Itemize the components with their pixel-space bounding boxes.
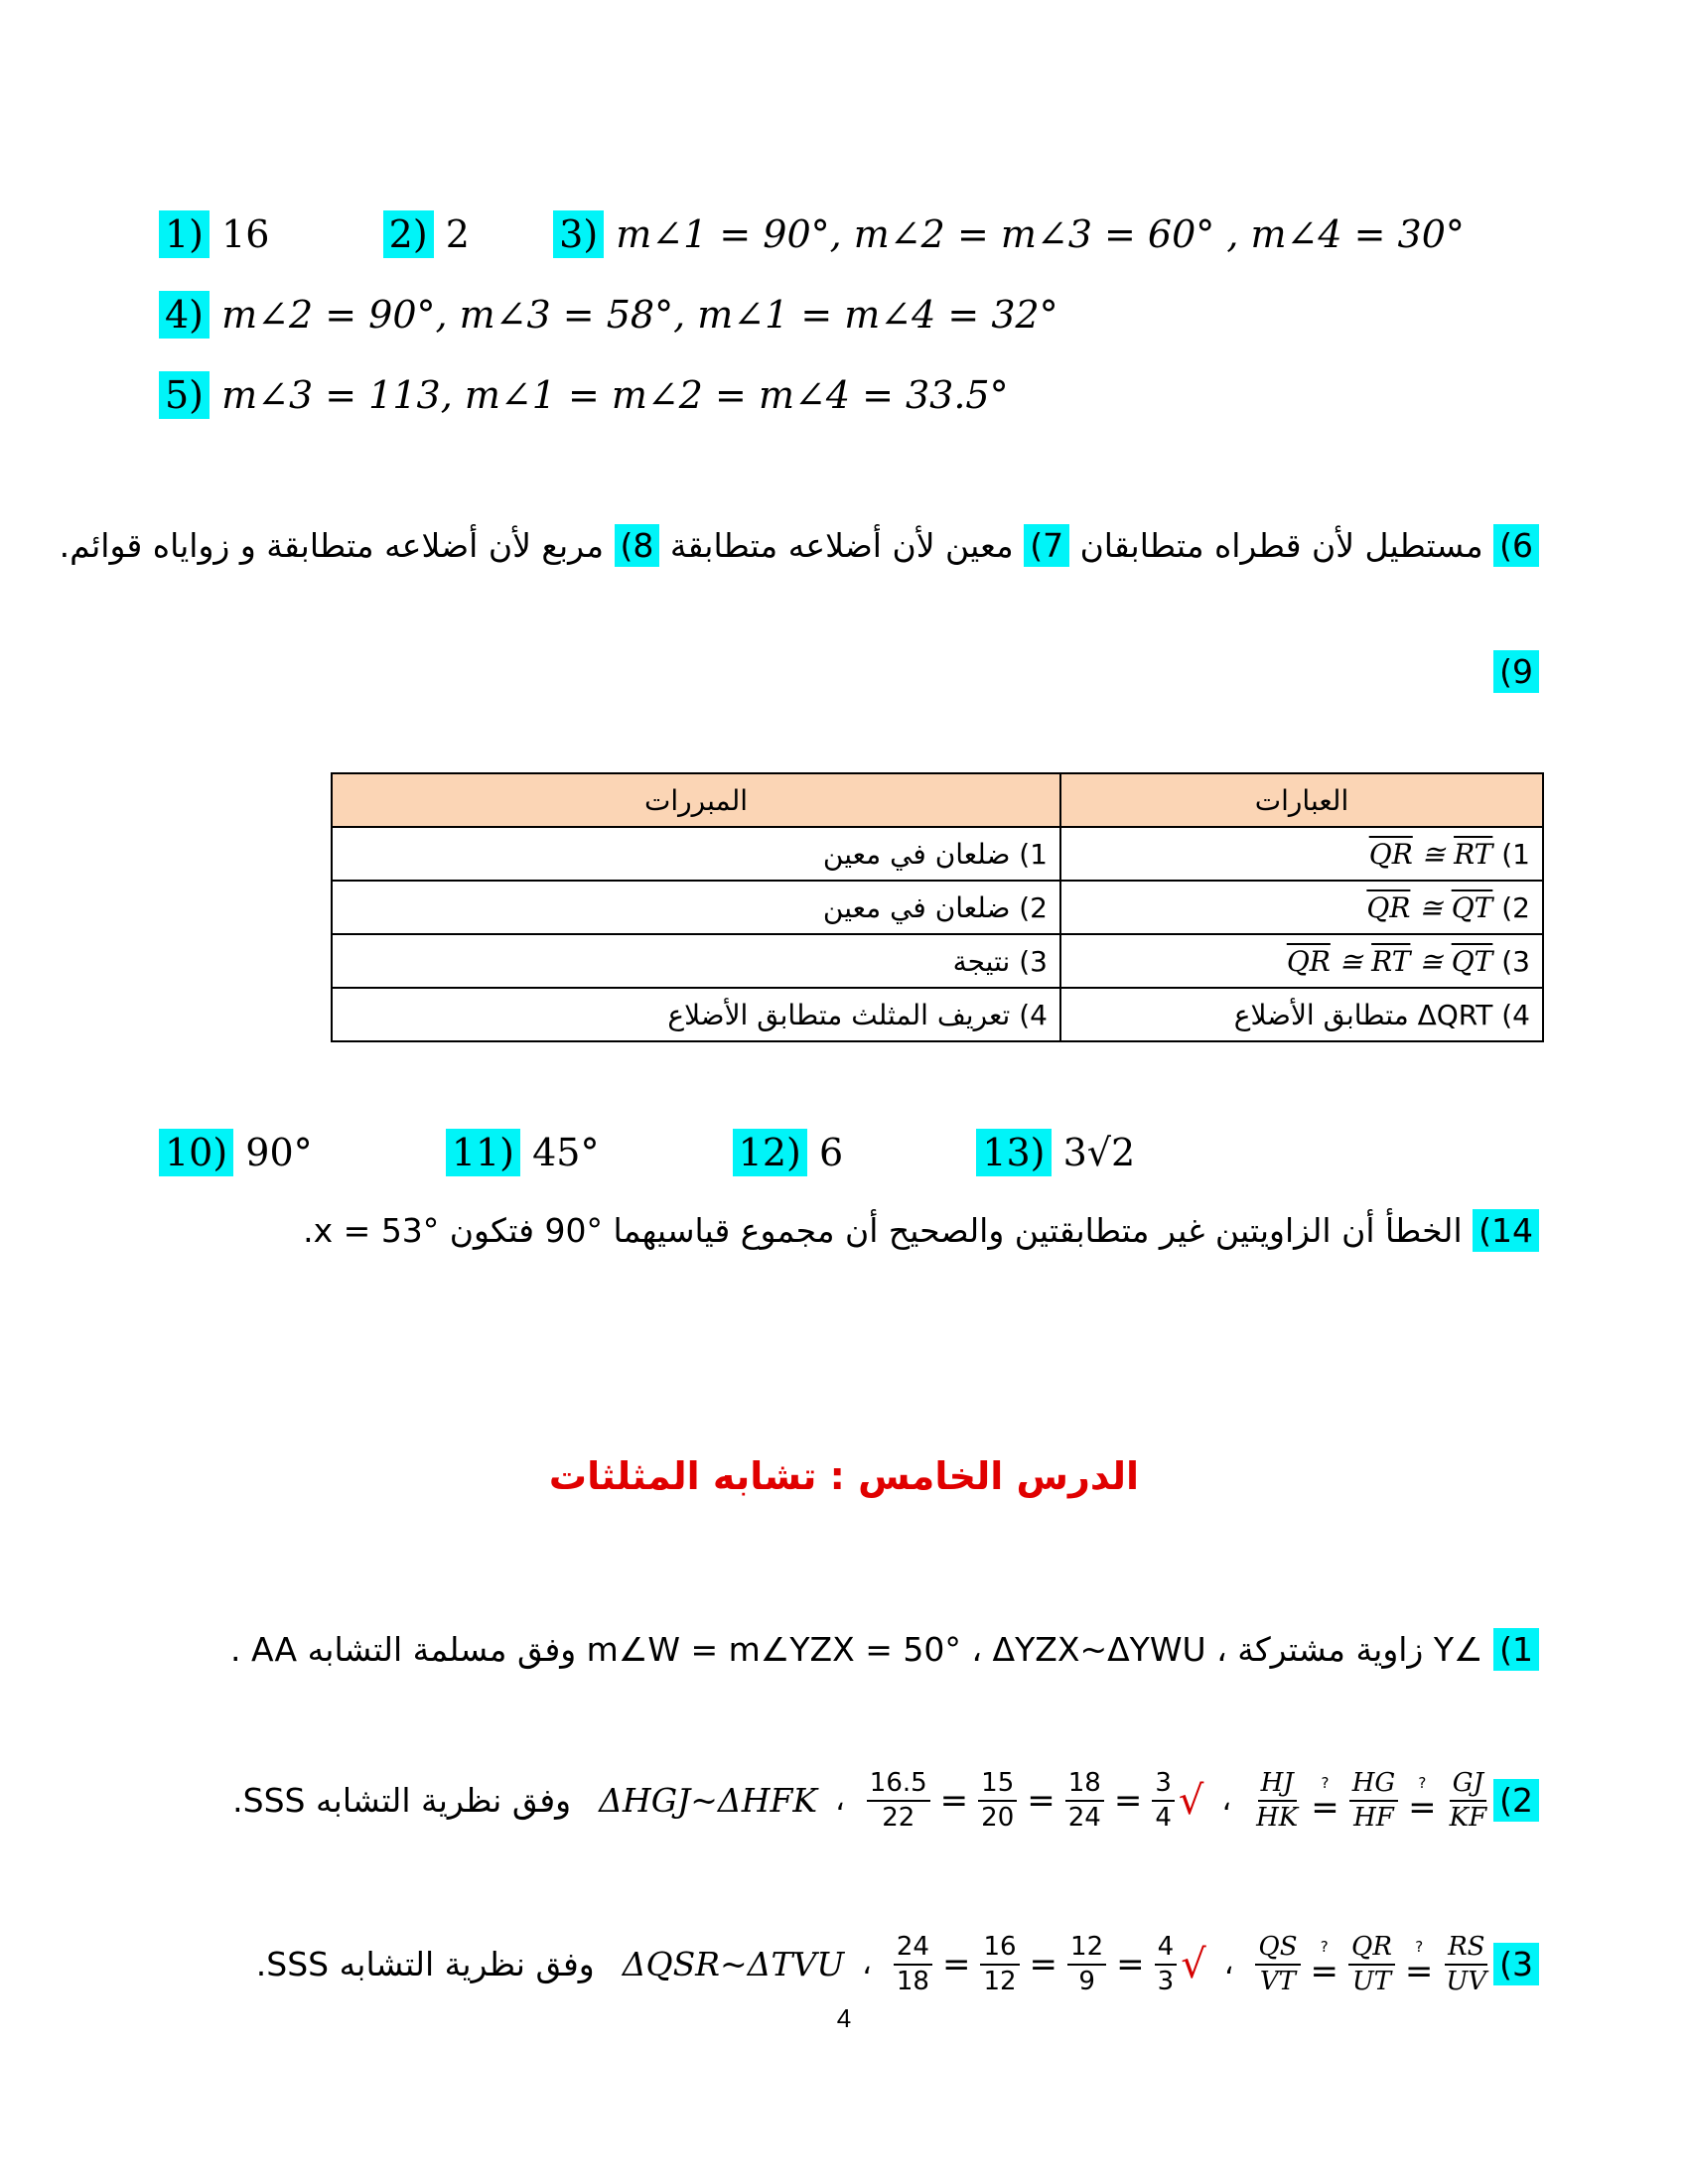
ratio-fraction: $\frac{RS}{UV}$ xyxy=(1446,1932,1487,1996)
answer-number: 8) xyxy=(615,524,660,567)
ratio-fraction: $\frac{HJ}{HK}$ xyxy=(1256,1768,1299,1833)
answer-text: مستطيل لأن قطراه متطابقان xyxy=(1079,526,1483,565)
table-header-row xyxy=(332,773,1543,827)
theorem-text: وفق نظرية التشابه SSS. xyxy=(255,1945,595,1983)
answer-value: 90° xyxy=(245,1131,313,1174)
answer-number: 12) xyxy=(733,1129,807,1176)
congruent-symbol: ≅ xyxy=(1419,890,1443,924)
answer-number: 4) xyxy=(159,291,210,339)
segment: $\overline{RT}$ xyxy=(1454,837,1493,871)
answers-row-5 xyxy=(159,371,1009,419)
similarity-statement: ΔHGJ~ΔHFK xyxy=(599,1781,818,1820)
answer-value: 45° xyxy=(532,1131,600,1174)
congruent-symbol: ≅ xyxy=(1338,944,1363,978)
answer-value: 2 xyxy=(445,212,470,256)
answer-number: 6) xyxy=(1493,524,1539,567)
theorem-text: وفق نظرية التشابه SSS. xyxy=(232,1781,572,1820)
answer-number: 11) xyxy=(446,1129,520,1176)
questioned-equal: ? = xyxy=(1408,1774,1437,1828)
congruent-symbol: ≅ xyxy=(1419,944,1443,978)
value-fraction: $\frac{24}{18}$ xyxy=(894,1931,932,1997)
ratio-fraction: $\frac{QS}{VT}$ xyxy=(1255,1931,1300,1997)
value-fraction: $\frac{16}{12}$ xyxy=(980,1931,1019,1997)
value-fraction: $\frac{18}{24}$ xyxy=(1065,1767,1104,1834)
lesson5-answer-1 xyxy=(230,1628,1539,1671)
answer-number: 14) xyxy=(1473,1209,1539,1252)
statement-math xyxy=(1287,945,1493,978)
congruent-symbol: ≅ xyxy=(1421,837,1446,871)
answer-number: 10) xyxy=(159,1129,233,1176)
answer-number: 3) xyxy=(1493,1943,1539,1985)
lesson5-answer-3: 3) $\frac{RS}{UV}$ ? = $\frac{QR}{UT}$ ? = $\frac{QS}{VT}$ ، √ $\frac{4}{3}$ = $\frac{12}{9}$ = $\frac{16}{12}$ = $\frac{24}{18}$ ، ΔQSR~ΔTVU وفق نظرية التشابه SSS. xyxy=(256,1931,1539,1997)
table-row xyxy=(332,881,1543,934)
statement-cell xyxy=(1060,881,1543,934)
table-row xyxy=(332,988,1543,1041)
statement-math xyxy=(1369,838,1493,871)
table-row xyxy=(332,827,1543,881)
separator: ، xyxy=(1223,1947,1234,1981)
answer-text: معين لأن أضلاعه متطابقة xyxy=(669,526,1014,565)
answer-text: ∠Y زاوية مشتركة ، m∠W = m∠YZX = 50° ، ΔYZX~ΔYWU وفق مسلمة التشابه AA . xyxy=(230,1630,1483,1669)
check-mark-icon: √ xyxy=(1178,1777,1204,1824)
statement-number: 2) xyxy=(1501,890,1530,924)
separator: ، xyxy=(835,1783,845,1818)
segment: $\overline{RT}$ xyxy=(1371,944,1411,978)
ratio-fraction: $\frac{HG}{HF}$ xyxy=(1349,1767,1398,1834)
answers-row-10-13 xyxy=(159,1129,1135,1176)
table-row xyxy=(332,934,1543,988)
statement-cell xyxy=(1060,934,1543,988)
value-fraction: $\frac{16.5}{22}$ xyxy=(867,1767,930,1834)
answers-row-9 xyxy=(1493,650,1539,693)
page-number: 4 xyxy=(836,2003,852,2033)
value-fraction: $\frac{3}{4}$ xyxy=(1152,1767,1175,1834)
answer-number: 5) xyxy=(159,371,210,419)
answer-value: 6 xyxy=(818,1131,844,1174)
header-reasons: المبررات xyxy=(332,773,1060,827)
questioned-equal: ? = xyxy=(1311,1774,1339,1828)
answer-number: 7) xyxy=(1024,524,1069,567)
ratio-fraction: $\frac{GJ}{KF}$ xyxy=(1449,1768,1487,1833)
answer-value: m∠3 = 113, m∠1 = m∠2 = m∠4 = 33.5° xyxy=(221,373,1009,417)
statement-text: ΔQRT متطابق الأضلاع xyxy=(1233,998,1493,1031)
value-fraction: $\frac{4}{3}$ xyxy=(1155,1931,1178,1997)
questioned-equal: ? = xyxy=(1310,1938,1339,1991)
check-mark-icon: √ xyxy=(1181,1941,1206,1987)
answers-row-14 xyxy=(303,1209,1539,1252)
answer-number: 1) xyxy=(159,210,210,258)
reason-cell: 4) تعريف المثلث متطابق الأضلاع xyxy=(332,988,1060,1041)
reason-cell: 2) ضلعان في معين xyxy=(332,881,1060,934)
reason-cell: 1) ضلعان في معين xyxy=(332,827,1060,881)
answer-number: 1) xyxy=(1493,1628,1539,1671)
answer-value: m∠1 = 90°, m∠2 = m∠3 = 60° , m∠4 = 30° xyxy=(616,212,1465,256)
answer-number: 9) xyxy=(1493,650,1539,693)
segment: $\overline{QT}$ xyxy=(1451,890,1493,924)
answer-text: الخطأ أن الزاويتين غير متطابقتين والصحيح أن مجموع قياسيهما °90 فتكون x = 53°. xyxy=(303,1211,1463,1250)
statement-number: 4) xyxy=(1501,998,1530,1031)
answer-value: 16 xyxy=(221,212,270,256)
statement-cell xyxy=(1060,988,1543,1041)
lesson5-answer-2: 2) $\frac{GJ}{KF}$ ? = $\frac{HG}{HF}$ ? = $\frac{HJ}{HK}$ ، √ $\frac{3}{4}$ = $\frac{18}{24}$ = $\frac{15}{20}$ = $\frac{16.5}{22}$ ، ΔHGJ~ΔHFK وفق نظرية التشابه SSS. xyxy=(232,1767,1539,1834)
questioned-equal: ? = xyxy=(1404,1938,1434,1991)
value-fraction: $\frac{15}{20}$ xyxy=(978,1767,1017,1834)
proof-table xyxy=(331,772,1544,1042)
separator: ، xyxy=(1221,1783,1232,1818)
statement-number: 3) xyxy=(1501,944,1530,978)
segment: $\overline{QR}$ xyxy=(1368,837,1413,871)
answer-value: 3√2 xyxy=(1062,1131,1136,1174)
segment: $\overline{QR}$ xyxy=(1286,944,1331,978)
answers-row-4 xyxy=(159,291,1058,339)
statement-math xyxy=(1366,891,1492,924)
lesson-title: الدرس الخامس : تشابه المثلثات xyxy=(548,1454,1140,1498)
header-statements: العبارات xyxy=(1060,773,1543,827)
segment: $\overline{QR}$ xyxy=(1366,890,1411,924)
answer-text: مربع لأن أضلاعه متطابقة و زواياه قوائم. xyxy=(59,526,605,565)
segment: $\overline{QT}$ xyxy=(1451,944,1493,978)
separator: ، xyxy=(862,1947,872,1981)
answer-number: 3) xyxy=(553,210,604,258)
answer-number: 13) xyxy=(976,1129,1051,1176)
ratio-fraction: $\frac{QR}{UT}$ xyxy=(1348,1931,1395,1997)
answers-row-1-3 xyxy=(159,210,1465,258)
statement-cell xyxy=(1060,827,1543,881)
answers-row-6-8 xyxy=(60,524,1539,567)
answer-number: 2) xyxy=(1493,1779,1539,1822)
statement-number: 1) xyxy=(1501,837,1530,871)
value-fraction: $\frac{12}{9}$ xyxy=(1067,1931,1106,1997)
reason-cell: 3) نتيجة xyxy=(332,934,1060,988)
similarity-statement: ΔQSR~ΔTVU xyxy=(622,1945,845,1983)
answer-number: 2) xyxy=(383,210,434,258)
answer-value: m∠2 = 90°, m∠3 = 58°, m∠1 = m∠4 = 32° xyxy=(221,293,1058,337)
